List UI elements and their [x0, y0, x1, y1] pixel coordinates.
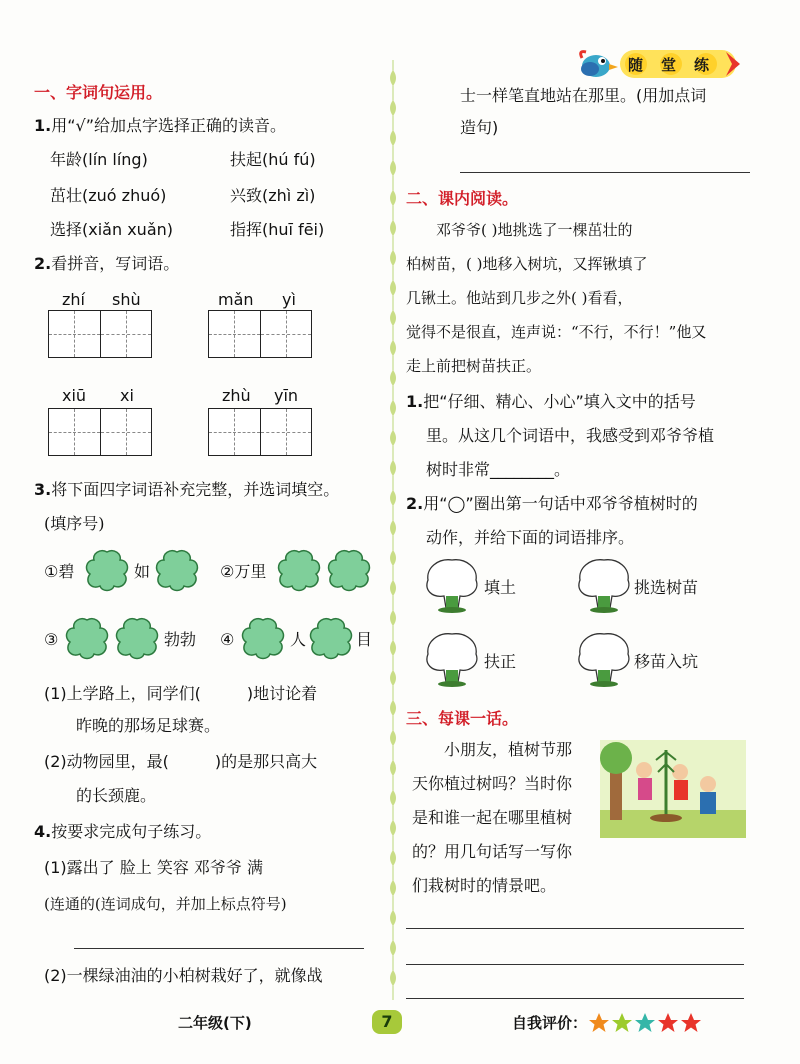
q1-pinyin-1: (lín líng) [82, 150, 148, 169]
leaf-blank-icon[interactable] [326, 548, 372, 592]
pinyin-3b: xi [120, 386, 134, 405]
pinyin-2b: yì [282, 290, 296, 309]
s3-line-1: 小朋友，植树节那 [444, 740, 573, 759]
r-q1-number: 1. [406, 392, 424, 411]
q3-s2-part-c: 的长颈鹿。 [76, 786, 157, 805]
q1-word-3: 茁壮 [50, 186, 83, 205]
q1-item-3[interactable] [50, 186, 166, 206]
star-icon [612, 1013, 632, 1032]
q1-item-4[interactable] [230, 186, 315, 206]
r-q1-line-c: 树时非常________。 [426, 460, 571, 479]
r-q2-text-a: 用“◯”圈出第一句话中邓爷爷植树时的 [423, 494, 698, 513]
q1-item-2[interactable] [230, 150, 316, 170]
kids-planting-illustration [600, 740, 746, 838]
section3-title: 三、每课一话。 [406, 709, 519, 728]
q1-item-5[interactable] [50, 220, 173, 240]
section2-title: 二、课内阅读。 [406, 189, 519, 208]
leaf-blank-icon[interactable] [114, 616, 160, 660]
q1-prompt [34, 116, 286, 136]
tree-label-3: 扶正 [484, 652, 517, 671]
pinyin-1a: zhí [62, 290, 85, 309]
star-icon [635, 1013, 655, 1032]
reading-line-2: 柏树苗，( )地移入树坑，又挥锹填了 [406, 255, 648, 273]
s3-answer-line-1[interactable] [406, 928, 744, 929]
idiom1-prefix: ①碧 [44, 562, 75, 581]
q1-item-6[interactable] [230, 220, 324, 240]
r-q1-text-a: 把“仔细、精心、小心”填入文中的括号 [423, 392, 696, 411]
q1-text: 用“√”给加点字选择正确的读音。 [51, 116, 286, 135]
star-icon [681, 1013, 701, 1032]
q1-pinyin-5: (xiǎn xuǎn) [82, 220, 173, 239]
idiom4-middle: 人 [290, 630, 307, 649]
leaf-blank-icon[interactable] [308, 616, 354, 660]
q1-pinyin-3: (zuó zhuó) [82, 186, 167, 205]
q4-text: 按要求完成句子练习。 [51, 822, 212, 841]
badge-title: 随堂练 [628, 56, 728, 74]
star-icon [658, 1013, 678, 1032]
pinyin-4b: yīn [274, 386, 299, 405]
r-q1-line-b: 里。从这几个词语中，我感受到邓爷爷植 [426, 426, 715, 445]
pinyin-3a: xiū [62, 386, 87, 405]
idiom4-suffix: 目 [356, 630, 373, 649]
star-icon [589, 1013, 609, 1032]
q1-pinyin-2: (hú fú) [262, 150, 316, 169]
grade-label: 二年级(下) [178, 1014, 252, 1032]
reading-line-5: 走上前把树苗扶正。 [406, 357, 542, 375]
q1-word-6: 指挥 [230, 220, 263, 239]
reading-line-4: 觉得不是很直，连声说：“不行，不行！”他又 [406, 323, 707, 341]
q3-number: 3. [34, 480, 52, 499]
leaf-blank-icon[interactable] [154, 548, 200, 592]
q3-s1-part-a: (1)上学路上，同学们( [44, 684, 201, 703]
tree-icon[interactable] [574, 630, 634, 688]
pinyin-2a: mǎn [218, 290, 254, 309]
idiom1-middle: 如 [134, 562, 151, 581]
reading-line-1: 邓爷爷( )地挑选了一棵茁壮的 [436, 221, 633, 239]
writing-grid-4[interactable] [208, 408, 312, 456]
writing-grid-2[interactable] [208, 310, 312, 358]
s3-line-3: 是和谁一起在哪里植树 [412, 808, 573, 827]
leaf-blank-icon[interactable] [240, 616, 286, 660]
leaf-blank-icon[interactable] [84, 548, 130, 592]
q3-note: (填序号) [44, 514, 105, 533]
q1-pinyin-6: (huī fēi) [262, 220, 325, 239]
tree-label-4: 移苗入坑 [634, 652, 699, 671]
practice-badge [576, 46, 742, 82]
pinyin-4a: zhù [222, 386, 251, 405]
self-eval-label: 自我评价： [512, 1014, 588, 1032]
r-q2-line-b: 动作，并给下面的词语排序。 [426, 528, 635, 547]
s3-line-4: 的？用几句话写一写你 [412, 842, 573, 861]
q4-s1-instruction-text: 连通的(连词成句，并加上标点符号) [49, 895, 287, 913]
idiom3-suffix: 勃勃 [164, 630, 197, 649]
q4-s2: (2)一棵绿油油的小柏树栽好了，就像战 [44, 966, 323, 985]
reading-line-3: 几锹土。他站到几步之外( )看看， [406, 289, 633, 307]
q2-number: 2. [34, 254, 52, 273]
leaf-blank-icon[interactable] [276, 548, 322, 592]
q1-number: 1. [34, 116, 52, 135]
r-q1-line-a [406, 392, 696, 412]
rating-stars[interactable] [588, 1012, 704, 1034]
q3-text: 将下面四字词语补充完整，并选词填空。 [51, 480, 340, 499]
page-number: 7 [372, 1010, 402, 1034]
q4-s1: (1)露出了 脸上 笑容 邓爷爷 满 [44, 858, 264, 877]
tree-icon[interactable] [574, 556, 634, 614]
idiom2-prefix: ②万里 [220, 562, 267, 581]
q3-prompt [34, 480, 339, 500]
tree-icon[interactable] [422, 630, 482, 688]
writing-grid-1[interactable] [48, 310, 152, 358]
tree-icon[interactable] [422, 556, 482, 614]
s3-line-5: 们栽树时的情景吧。 [412, 876, 557, 895]
r-q2-number: 2. [406, 494, 424, 513]
q3-sentence-2 [44, 752, 317, 772]
leaf-blank-icon[interactable] [64, 616, 110, 660]
q3-sentence-1 [44, 684, 317, 704]
q3-s2-part-a: (2)动物园里，最( [44, 752, 169, 771]
s3-answer-line-2[interactable] [406, 964, 744, 965]
idiom4-prefix: ④ [220, 630, 235, 649]
q3-s2-part-b: )的是那只高大 [214, 752, 318, 771]
writing-grid-3[interactable] [48, 408, 152, 456]
q1-word-4: 兴致 [230, 186, 263, 205]
tree-label-2: 挑选树苗 [634, 578, 699, 597]
tree-label-1: 填土 [484, 578, 517, 597]
q4-s2-continued: 士一样笔直地站在那里。(用加点词 [460, 86, 707, 105]
pinyin-1b: shù [112, 290, 141, 309]
s3-answer-line-3[interactable] [406, 998, 744, 999]
q3-s1-part-c: 昨晚的那场足球赛。 [76, 716, 221, 735]
q1-word-2: 扶起 [230, 150, 263, 169]
q4-s1-instruction: (连通的(连词成句，并加上标点符号) [44, 895, 287, 913]
q2-text: 看拼音，写词语。 [51, 254, 180, 273]
q1-pinyin-4: (zhì zì) [262, 186, 316, 205]
q4-s2-continued-2: 造句) [460, 118, 499, 137]
s3-line-2: 天你植过树吗？当时你 [412, 774, 573, 793]
section1-title: 一、字词句运用。 [34, 83, 163, 102]
q4-number: 4. [34, 822, 52, 841]
idiom3-prefix: ③ [44, 630, 59, 649]
leaf-divider [386, 60, 400, 1000]
q4-s1-answer-line[interactable] [74, 948, 364, 949]
q2-prompt [34, 254, 179, 274]
q1-word-5: 选择 [50, 220, 83, 239]
q1-word-1: 年龄 [50, 150, 83, 169]
q4-prompt [34, 822, 211, 842]
q3-s1-part-b: )地讨论着 [246, 684, 318, 703]
q4-s2-answer-line[interactable] [460, 172, 750, 173]
q1-item-1[interactable] [50, 150, 148, 170]
r-q2-line-a [406, 494, 698, 514]
